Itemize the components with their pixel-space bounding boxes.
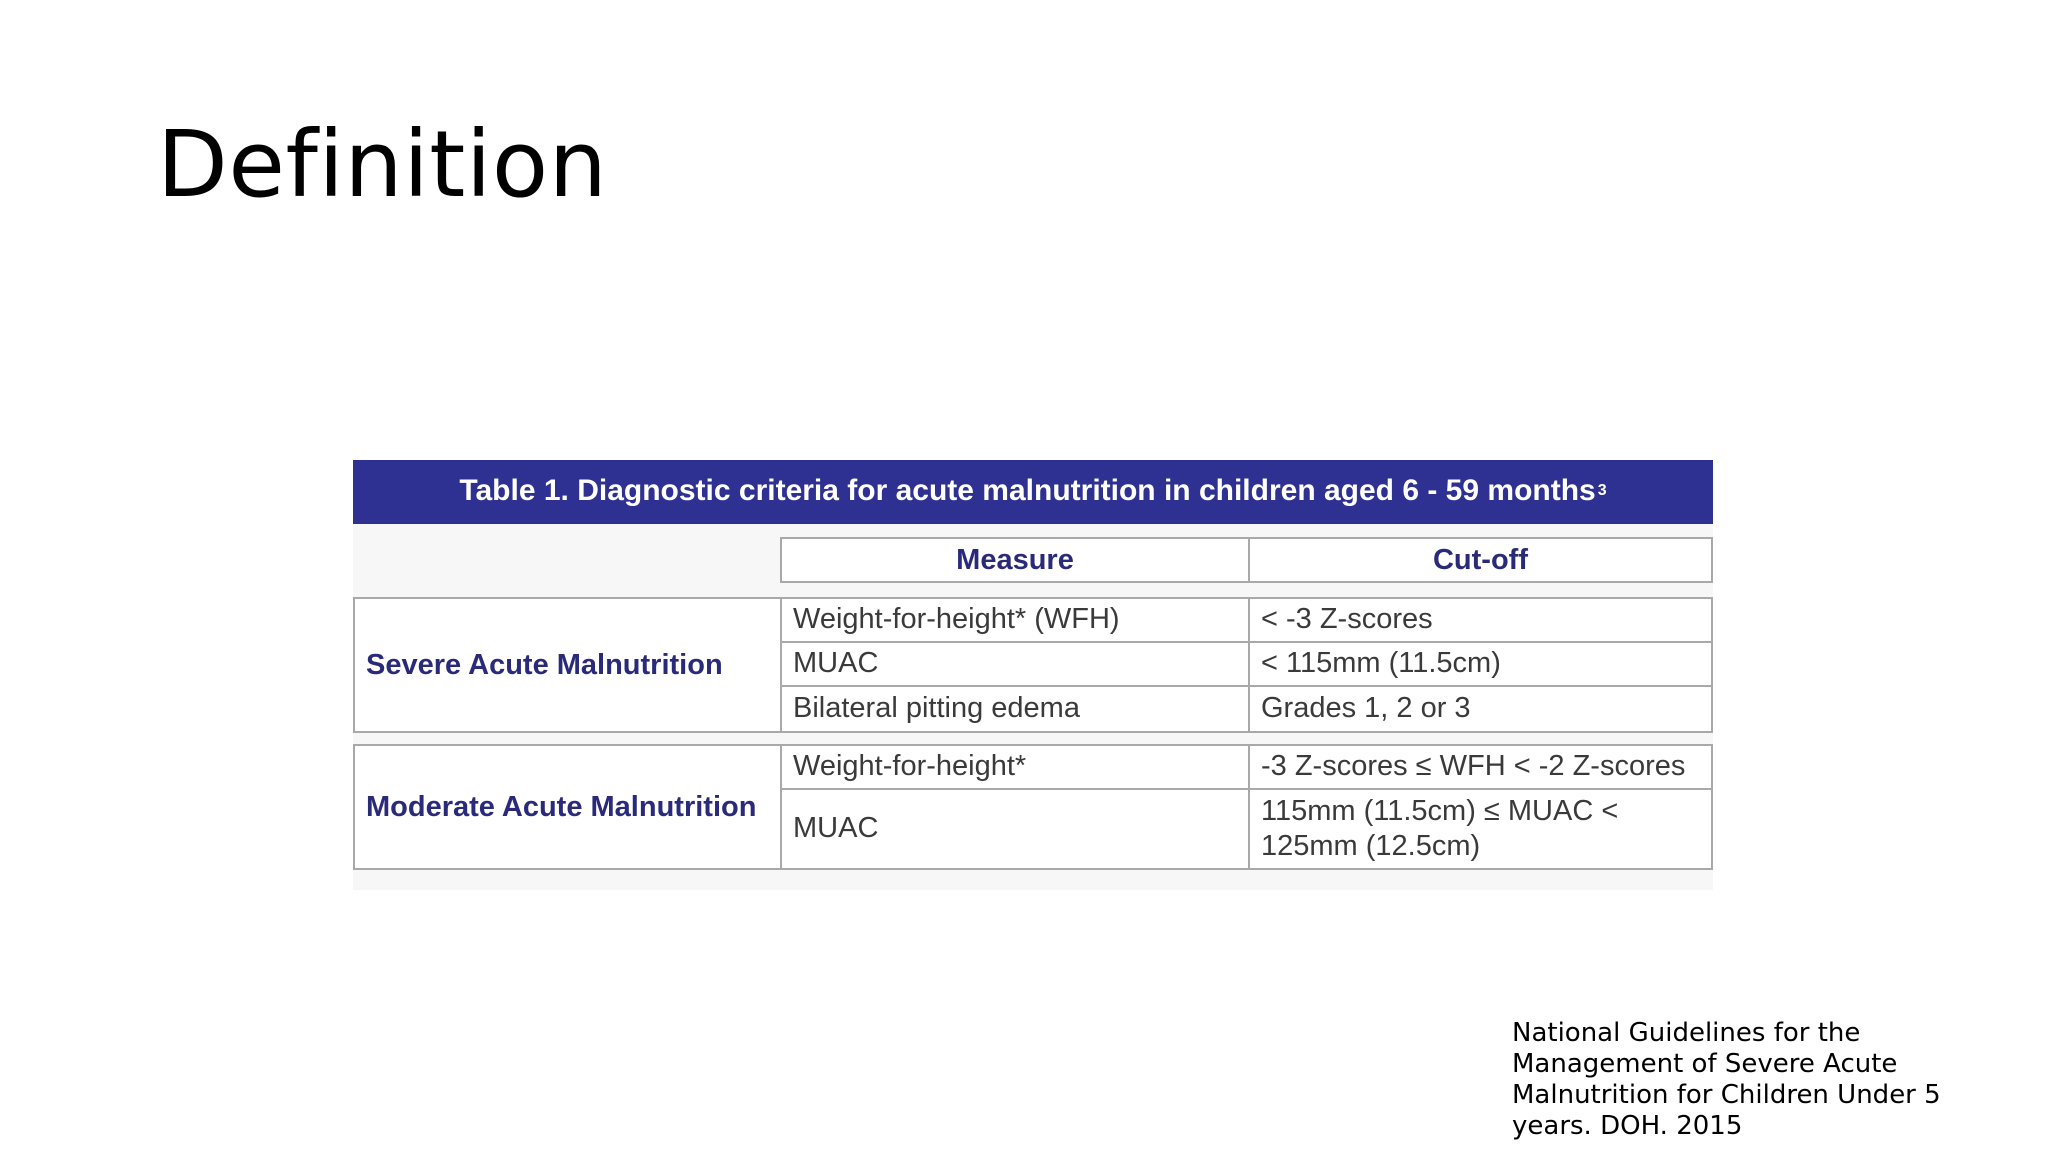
table-row-cutoff: Grades 1, 2 or 3 [1248,685,1713,733]
table-row-measure: Weight-for-height* (WFH) [780,597,1250,643]
table-row-measure: MUAC [780,788,1250,870]
citation: National Guidelines for the Management of Severe Acute Malnutrition for Children Under 5 years. DOH. 2015 [1512,1018,1941,1141]
table-row-cutoff: < 115mm (11.5cm) [1248,641,1713,687]
group-label-severe: Severe Acute Malnutrition [353,597,782,733]
header-measure: Measure [780,537,1250,583]
table-caption [353,460,1713,524]
slide-title: Definition [157,111,608,218]
header-cutoff: Cut-off [1248,537,1713,583]
diagnostic-criteria-table [353,460,1713,890]
table-row-measure: Bilateral pitting edema [780,685,1250,733]
group-label-moderate: Moderate Acute Malnutrition [353,744,782,870]
table-row-measure: MUAC [780,641,1250,687]
table-caption-superscript: 3 [1597,482,1607,499]
table-caption-text: Table 1. Diagnostic criteria for acute malnutrition in children aged 6 - 59 months [459,474,1596,507]
table-row-cutoff: < -3 Z-scores [1248,597,1713,643]
table-row-cutoff: -3 Z-scores ≤ WFH < -2 Z-scores [1248,744,1713,790]
table-row-measure: Weight-for-height* [780,744,1250,790]
table-row-cutoff: 115mm (11.5cm) ≤ MUAC < 125mm (12.5cm) [1248,788,1713,870]
